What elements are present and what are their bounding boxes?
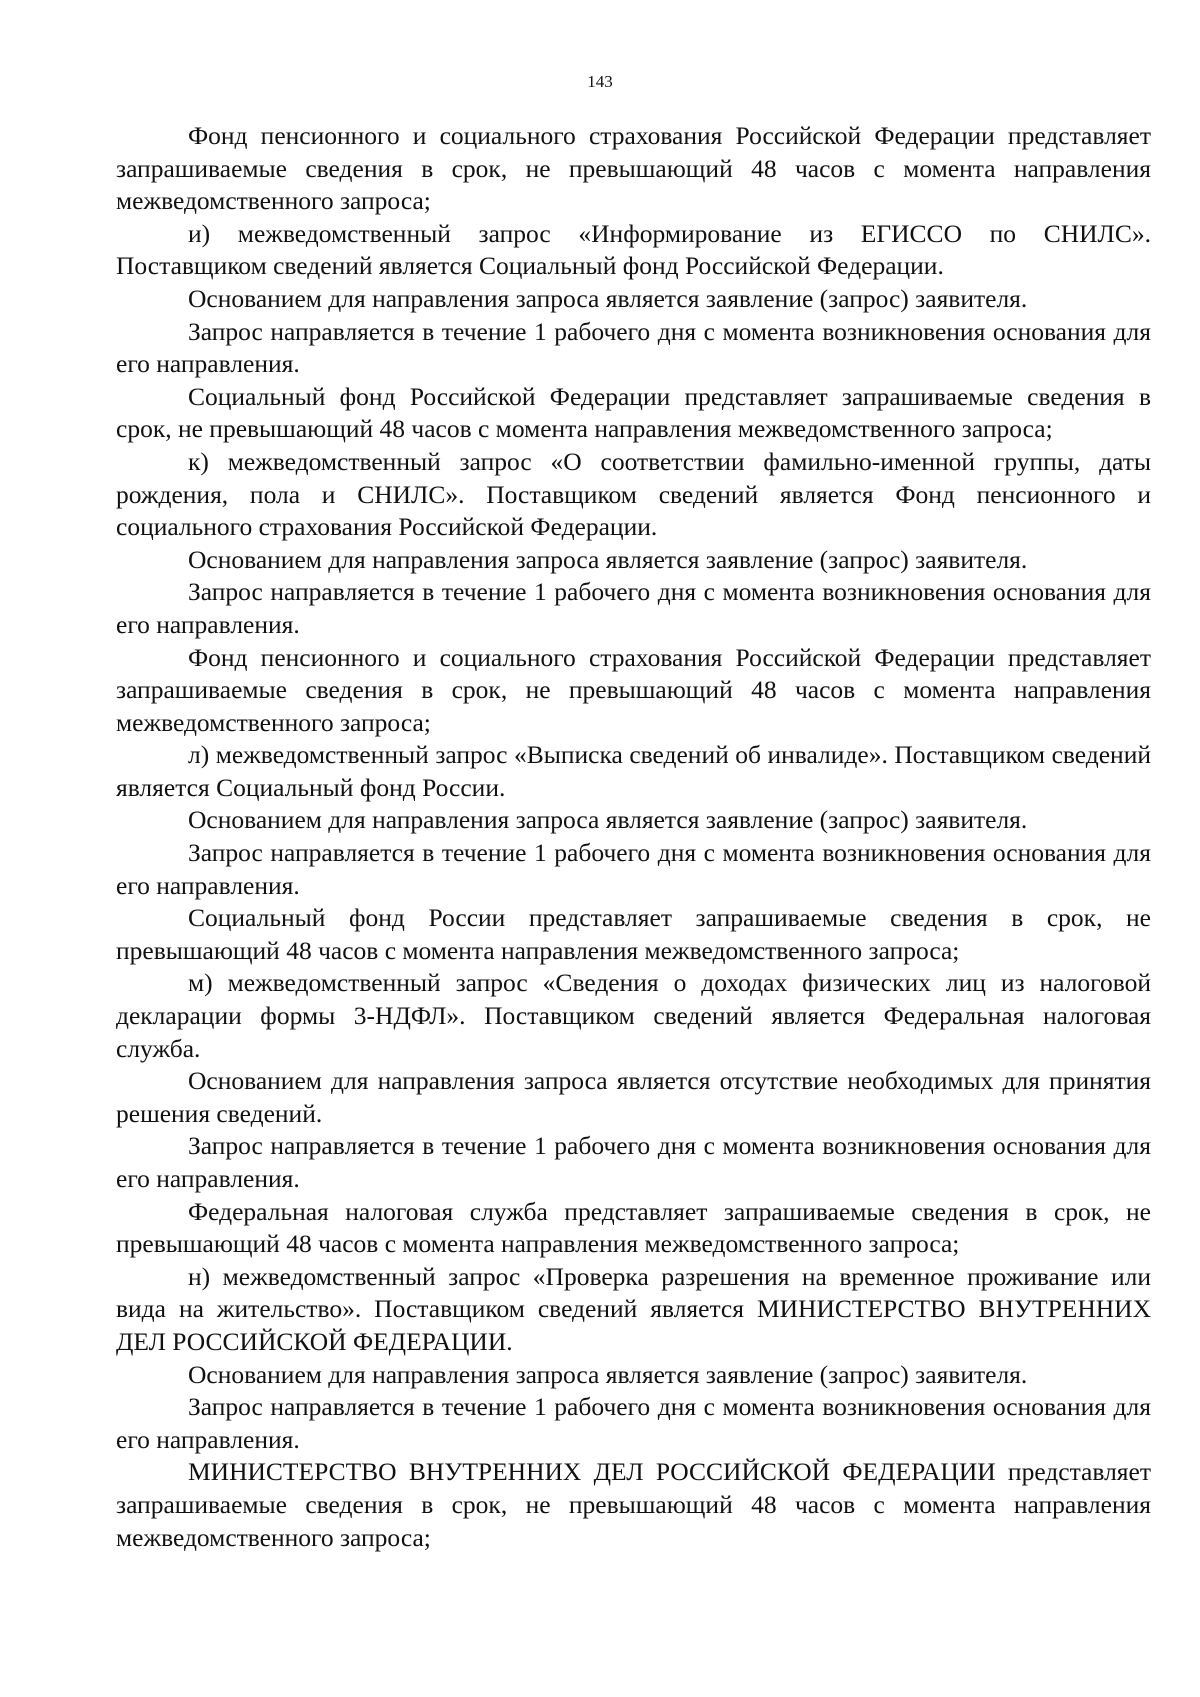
paragraph: Основанием для направления запроса является заявление (запрос) заявителя. [188, 544, 1028, 574]
paragraph-item-l: л) межведомственный запрос «Выписка сведений об инвалиде». Поставщиком сведений является Социальный фонд России. [116, 740, 1151, 802]
paragraph: Федеральная налоговая служба представляет запрашиваемые сведения в срок, не превышающий 48 часов с момента направления межведомственного запроса; [116, 1196, 1151, 1259]
paragraph: Основанием для направления запроса является заявление (запрос) заявителя. [188, 1359, 1028, 1389]
paragraph: Запрос направляется в течение 1 рабочего дня с момента возникновения основания для его направления. [116, 1392, 1151, 1454]
paragraph: МИНИСТЕРСТВО ВНУТРЕННИХ ДЕЛ РОССИЙСКОЙ ФЕДЕРАЦИИ представляет запрашиваемые сведения в срок, не превышающий 48 часов с момента направления межведомственного запроса; [116, 1457, 1151, 1552]
paragraph-item-m: м) межведомственный запрос «Сведения о доходах физических лиц из налоговой декларации формы 3-НДФЛ». Поставщиком сведений является Федеральная налоговая служба. [116, 968, 1151, 1063]
paragraph: Социальный фонд Российской Федерации представляет запрашиваемые сведения в срок, не превышающий 48 часов с момента направления межведомственного запроса; [116, 381, 1151, 444]
paragraph: Запрос направляется в течение 1 рабочего дня с момента возникновения основания для его направления. [116, 316, 1151, 379]
paragraph: Запрос направляется в течение 1 рабочего дня с момента возникновения основания для его направления. [116, 577, 1151, 639]
paragraph: Запрос направляется в течение 1 рабочего дня с момента возникновения основания для его направления. [116, 1131, 1151, 1193]
paragraph: Социальный фонд России представляет запрашиваемые сведения в срок, не превышающий 48 часов с момента направления межведомственного запроса; [116, 903, 1151, 965]
paragraph: Основанием для направления запроса является заявление (запрос) заявителя. [188, 283, 1028, 313]
paragraph: Основанием для направления запроса является отсутствие необходимых для принятия решения сведений. [116, 1066, 1151, 1128]
paragraph: Фонд пенсионного и социального страхования Российской Федерации представляет запрашиваемые сведения в срок, не превышающий 48 часов с момента направления межведомственного запроса; [116, 121, 1151, 216]
paragraph-item-k: к) межведомственный запрос «О соответствии фамильно-именной группы, даты рождения, пола и СНИЛС». Поставщиком сведений является Фонд пенсионного и социального страхования Российской Федерации. [116, 446, 1151, 542]
page-number: 143 [587, 72, 613, 91]
document-body [116, 120, 1151, 1554]
paragraph: Фонд пенсионного и социального страхования Российской Федерации представляет запрашиваемые сведения в срок, не превышающий 48 часов с момента направления межведомственного запроса; [116, 642, 1151, 737]
paragraph: Основанием для направления запроса является заявление (запрос) заявителя. [188, 805, 1028, 835]
paragraph-item-n: н) межведомственный запрос «Проверка разрешения на временное проживание или вида на жительство». Поставщиком сведений является МИНИСТЕРСТВО ВНУТРЕННИХ ДЕЛ РОССИЙСКОЙ ФЕДЕРАЦИИ. [116, 1261, 1151, 1356]
paragraph: Запрос направляется в течение 1 рабочего дня с момента возникновения основания для его направления. [116, 838, 1151, 900]
paragraph-item-i: и) межведомственный запрос «Информирование из ЕГИССО по СНИЛС». Поставщиком сведений является Социальный фонд Российской Федерации. [116, 218, 1151, 281]
